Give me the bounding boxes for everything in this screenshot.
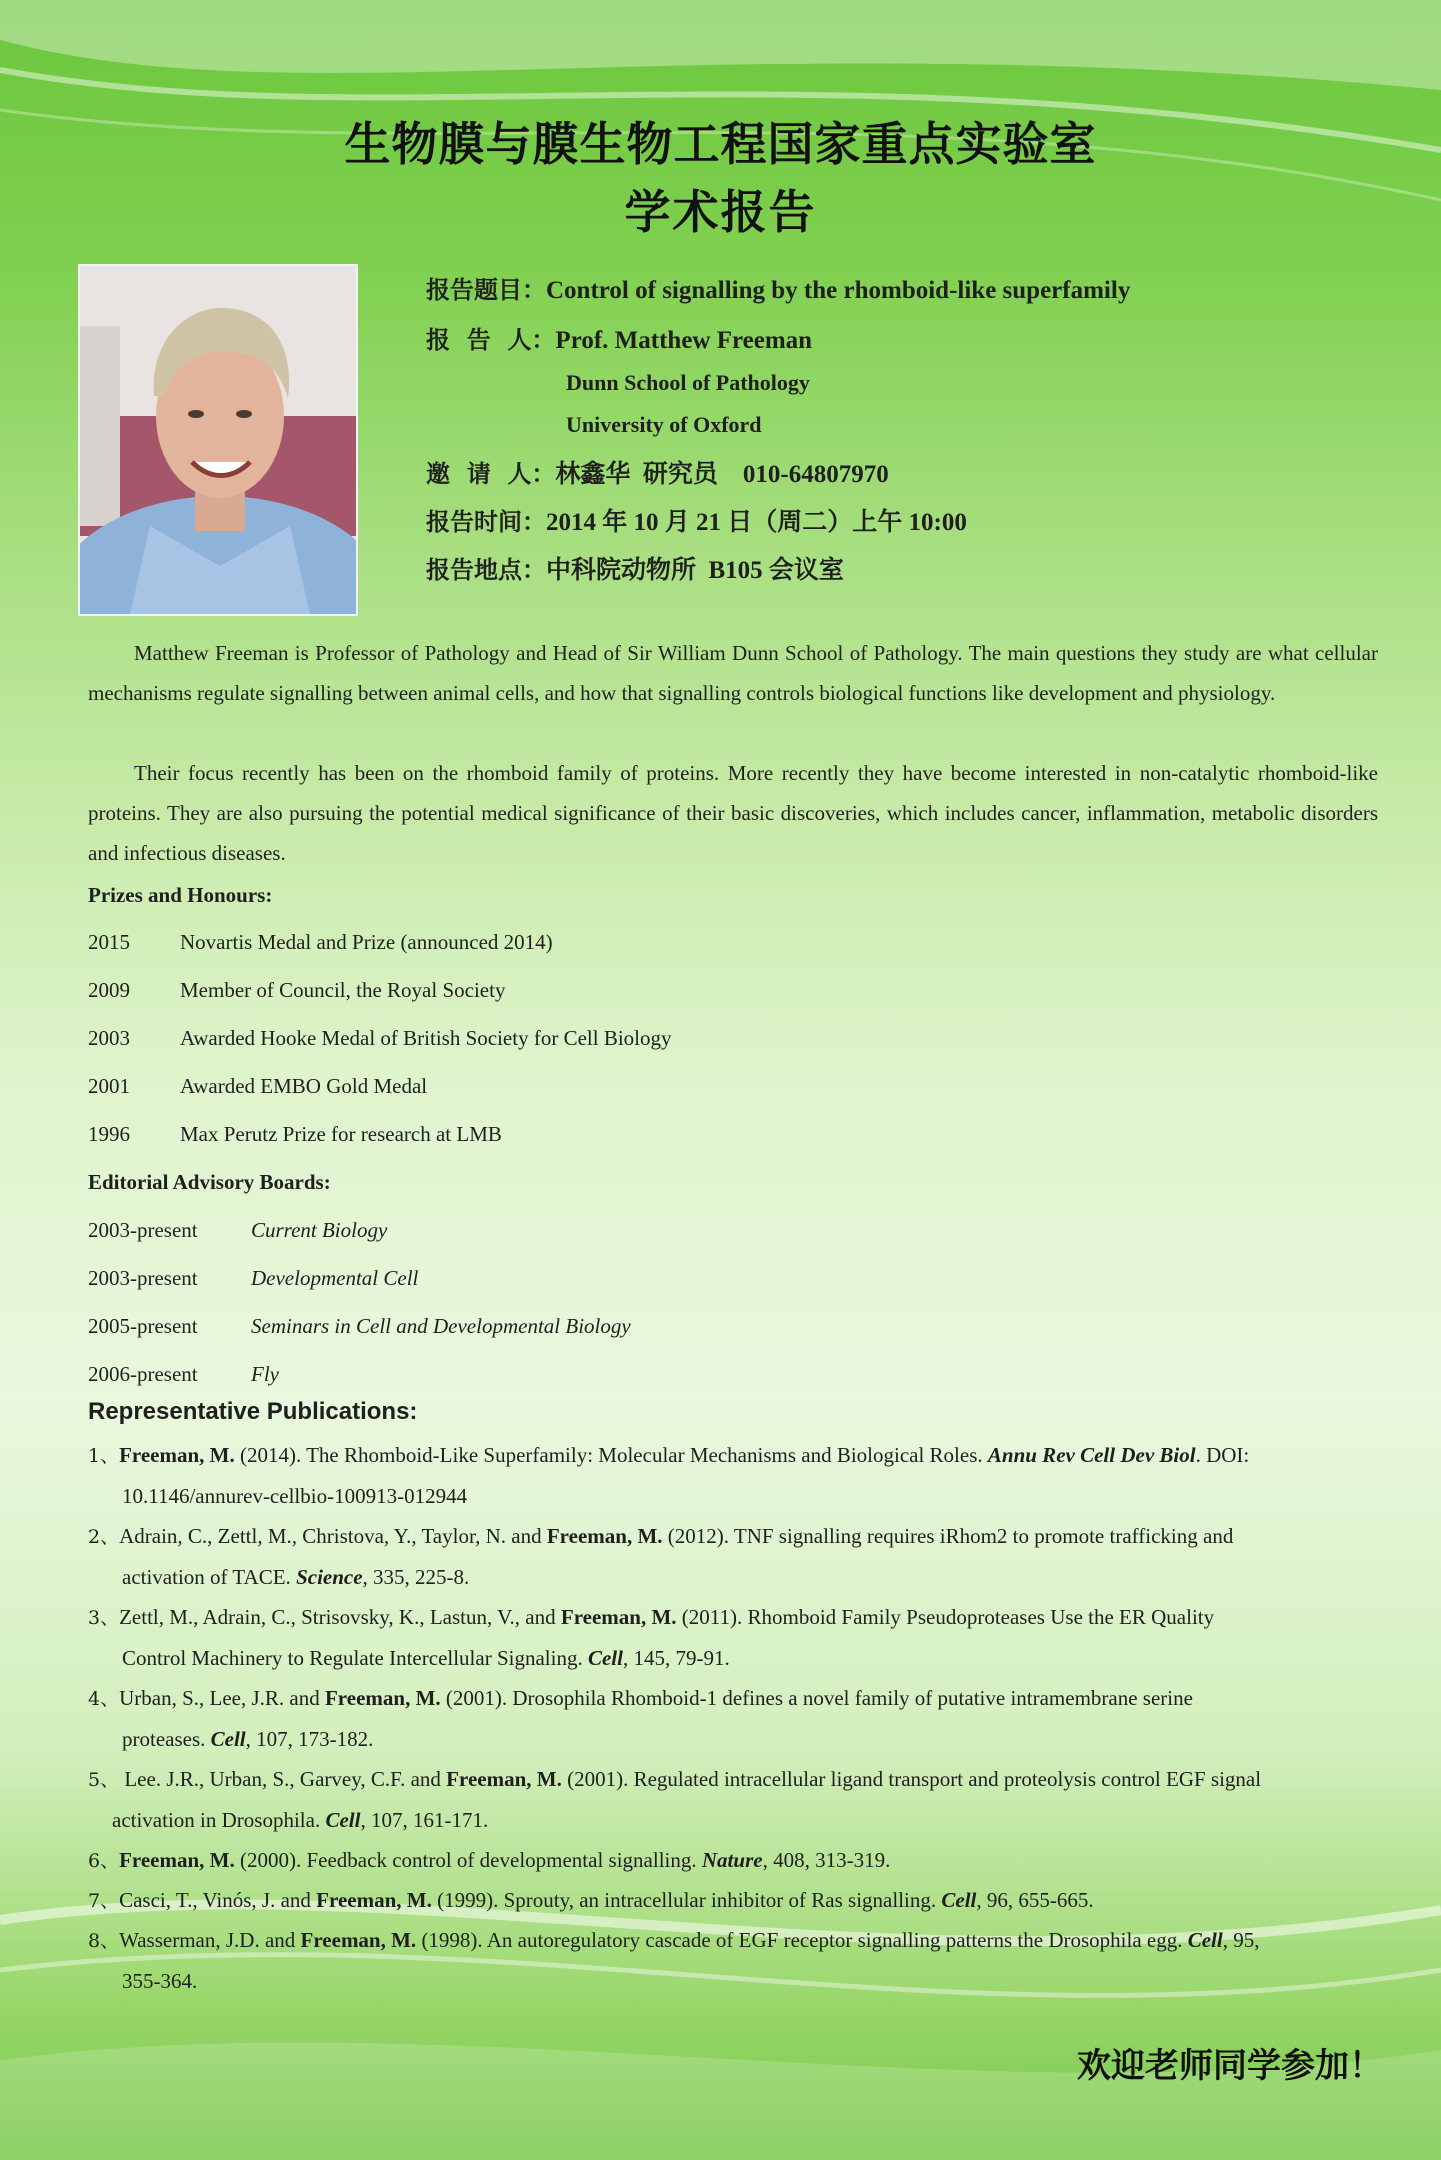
- topic-row: [426, 270, 1130, 305]
- publication-journal: Cell: [587, 1646, 623, 1670]
- publication-item: [88, 1920, 1376, 2001]
- time-value: 2014 年 10 月 21 日（周二）上午 10:00: [546, 509, 967, 536]
- publication-title-cont: Control Machinery to Regulate Intercellular Signaling.: [122, 1646, 588, 1670]
- publication-number: 8、: [88, 1930, 120, 1952]
- publication-authors: Urban, S., Lee, J.R. and: [119, 1686, 325, 1710]
- publication-author-highlight: Freeman, M.: [316, 1888, 432, 1912]
- prize-item: [88, 1074, 427, 1099]
- prize-text: Awarded EMBO Gold Medal: [180, 1074, 428, 1098]
- publication-author-highlight: Freeman, M.: [446, 1767, 562, 1791]
- board-item: [88, 1266, 418, 1291]
- publication-detail: , 96, 655-665.: [976, 1888, 1094, 1912]
- bio-paragraph-1: [88, 633, 1378, 713]
- publication-journal: Cell: [941, 1888, 977, 1912]
- time-row: [426, 502, 967, 538]
- prize-year: 1996: [88, 1122, 130, 1146]
- speaker-row: [426, 320, 812, 355]
- publication-authors: Adrain, C., Zettl, M., Christova, Y., Taylor, N. and: [119, 1524, 547, 1548]
- publication-title-cont: activation in Drosophila.: [112, 1808, 326, 1832]
- publication-author-highlight: Freeman, M.: [300, 1928, 417, 1952]
- publication-detail: , 408, 313-319.: [762, 1848, 891, 1872]
- place-row: [426, 550, 844, 586]
- publication-item: [88, 1678, 1376, 1759]
- prize-item: [88, 1122, 502, 1147]
- publication-number: 3、: [88, 1607, 120, 1629]
- board-item: [88, 1314, 631, 1339]
- publication-item: [88, 1597, 1376, 1678]
- board-journal: Current Biology: [251, 1218, 388, 1242]
- prize-text: Member of Council, the Royal Society: [180, 978, 506, 1002]
- publication-author-highlight: Freeman, M.: [324, 1686, 441, 1710]
- boards-heading: Editorial Advisory Boards:: [88, 1170, 331, 1194]
- publication-continuation: 355-364.: [122, 1969, 198, 1993]
- publication-detail: , 95,: [1222, 1928, 1260, 1952]
- board-journal: Fly: [251, 1362, 279, 1386]
- place-value: 中科院动物所 B105 会议室: [546, 557, 844, 584]
- publication-journal: Science: [296, 1565, 363, 1589]
- publication-continuation: [88, 1719, 1376, 1759]
- publication-detail: , 107, 173-182.: [245, 1727, 374, 1751]
- publication-detail: , 335, 225-8.: [362, 1565, 470, 1589]
- publication-continuation: 10.1146/annurev-cellbio-100913-012944: [122, 1484, 468, 1508]
- publication-number: 4、: [88, 1688, 120, 1710]
- speaker-label: 报 告 人：: [426, 325, 556, 354]
- prize-item: [88, 930, 553, 955]
- publication-continuation: [88, 1638, 1376, 1678]
- board-journal: Seminars in Cell and Developmental Biology: [251, 1314, 631, 1338]
- prize-year: 2015: [88, 930, 130, 954]
- publication-title: (2001). Regulated intracellular ligand transport and proteolysis control EGF signal: [561, 1767, 1262, 1791]
- publication-number: 7、: [88, 1890, 120, 1912]
- publication-journal: Cell: [325, 1808, 361, 1832]
- board-period: 2003-present: [88, 1266, 198, 1290]
- prize-text: Awarded Hooke Medal of British Society for Cell Biology: [180, 1026, 672, 1050]
- board-item: [88, 1362, 279, 1387]
- speaker-photo: [78, 264, 358, 616]
- publication-detail: , 145, 79-91.: [622, 1646, 730, 1670]
- prize-year: 2003: [88, 1026, 130, 1050]
- publication-item: [88, 1516, 1376, 1597]
- publication-title-cont: proteases.: [122, 1727, 211, 1751]
- publication-journal: Cell: [210, 1727, 246, 1751]
- publications-heading: Representative Publications:: [88, 1398, 418, 1425]
- publication-journal: Annu Rev Cell Dev Biol: [987, 1443, 1196, 1467]
- topic-label: 报告题目：: [426, 275, 546, 304]
- inviter-value: 林鑫华 研究员 010-64807970: [555, 461, 889, 488]
- bio-paragraph-2: [88, 753, 1378, 873]
- publication-title: (2011). Rhomboid Family Pseudoproteases Use the ER Quality: [676, 1605, 1215, 1629]
- welcome-message: 欢迎老师同学参加！: [1077, 2046, 1383, 2086]
- board-period: 2005-present: [88, 1314, 198, 1338]
- inviter-row: [426, 454, 889, 490]
- publication-title: (2014). The Rhomboid-Like Superfamily: Molecular Mechanisms and Biological Roles.: [234, 1443, 988, 1467]
- time-label: 报告时间：: [426, 507, 546, 536]
- prizes-heading: Prizes and Honours:: [88, 883, 273, 907]
- publication-title: (1999). Sprouty, an intracellular inhibitor of Ras signalling.: [431, 1888, 942, 1912]
- publication-item: [88, 1840, 1376, 1881]
- publication-number: 1、: [88, 1445, 120, 1467]
- publication-continuation: [88, 1800, 1376, 1840]
- publication-item: [88, 1880, 1376, 1921]
- inviter-label: 邀 请 人：: [426, 459, 556, 488]
- report-heading: 学术报告: [624, 185, 817, 239]
- publication-title-cont: activation of TACE.: [122, 1565, 297, 1589]
- publication-number: 6、: [88, 1850, 120, 1872]
- publication-authors: Wasserman, J.D. and: [119, 1928, 301, 1952]
- publication-item: [88, 1759, 1376, 1840]
- prize-item: [88, 978, 505, 1003]
- publication-detail: . DOI:: [1195, 1443, 1250, 1467]
- publication-title: (2001). Drosophila Rhomboid-1 defines a novel family of putative intramembrane serine: [440, 1686, 1193, 1710]
- publication-author-highlight: Freeman, M.: [546, 1524, 663, 1548]
- publication-continuation: [88, 1557, 1376, 1597]
- publication-authors: Lee. J.R., Urban, S., Garvey, C.F. and: [119, 1767, 447, 1791]
- prize-text: Max Perutz Prize for research at LMB: [180, 1122, 502, 1146]
- prize-year: 2001: [88, 1074, 130, 1098]
- speaker-value: Prof. Matthew Freeman: [555, 327, 813, 354]
- publication-authors: Casci, T., Vinós, J. and: [119, 1888, 317, 1912]
- prize-item: [88, 1026, 672, 1051]
- board-period: 2003-present: [88, 1218, 198, 1242]
- publication-journal: Cell: [1187, 1928, 1223, 1952]
- bio-paragraph-2-text: Their focus recently has been on the rhomboid family of proteins. More recently they have become interested in non-catalytic rhomboid-like proteins. They are also pursuing the potential medical significance of their basic discoveries, which includes cancer, inflammation, metabolic disorders and infectious diseases.: [88, 761, 1378, 865]
- publication-authors: Zettl, M., Adrain, C., Strisovsky, K., Lastun, V., and: [119, 1605, 561, 1629]
- prize-text: Novartis Medal and Prize (announced 2014): [180, 930, 553, 954]
- board-item: [88, 1218, 387, 1243]
- publication-number: 5、: [88, 1769, 120, 1791]
- prize-year: 2009: [88, 978, 130, 1002]
- publication-author-highlight: Freeman, M.: [119, 1848, 235, 1872]
- board-journal: Developmental Cell: [251, 1266, 419, 1290]
- board-period: 2006-present: [88, 1362, 198, 1386]
- speaker-portrait-icon: [80, 266, 356, 614]
- publication-number: 2、: [88, 1526, 120, 1548]
- publication-item: [88, 1435, 1376, 1516]
- publication-author-highlight: Freeman, M.: [119, 1443, 235, 1467]
- publication-journal: Nature: [701, 1848, 763, 1872]
- lab-title: 生物膜与膜生物工程国家重点实验室: [344, 117, 1097, 171]
- publication-title: (2012). TNF signalling requires iRhom2 to promote trafficking and: [662, 1524, 1234, 1548]
- topic-value: Control of signalling by the rhomboid-like superfamily: [546, 277, 1131, 304]
- publication-author-highlight: Freeman, M.: [560, 1605, 677, 1629]
- publication-detail: , 107, 161-171.: [360, 1808, 489, 1832]
- place-label: 报告地点：: [426, 555, 546, 584]
- affiliation-university: University of Oxford: [566, 412, 762, 437]
- publication-title: (1998). An autoregulatory cascade of EGF receptor signalling patterns the Drosophila egg.: [416, 1928, 1188, 1952]
- bio-paragraph-1-text: Matthew Freeman is Professor of Pathology and Head of Sir William Dunn School of Pathology. The main questions they study are what cellular mechanisms regulate signalling between animal cells, and how that signalling controls biological functions like development and physiology.: [88, 641, 1378, 705]
- publication-title: (2000). Feedback control of developmental signalling.: [234, 1848, 702, 1872]
- affiliation-dept: Dunn School of Pathology: [566, 370, 810, 395]
